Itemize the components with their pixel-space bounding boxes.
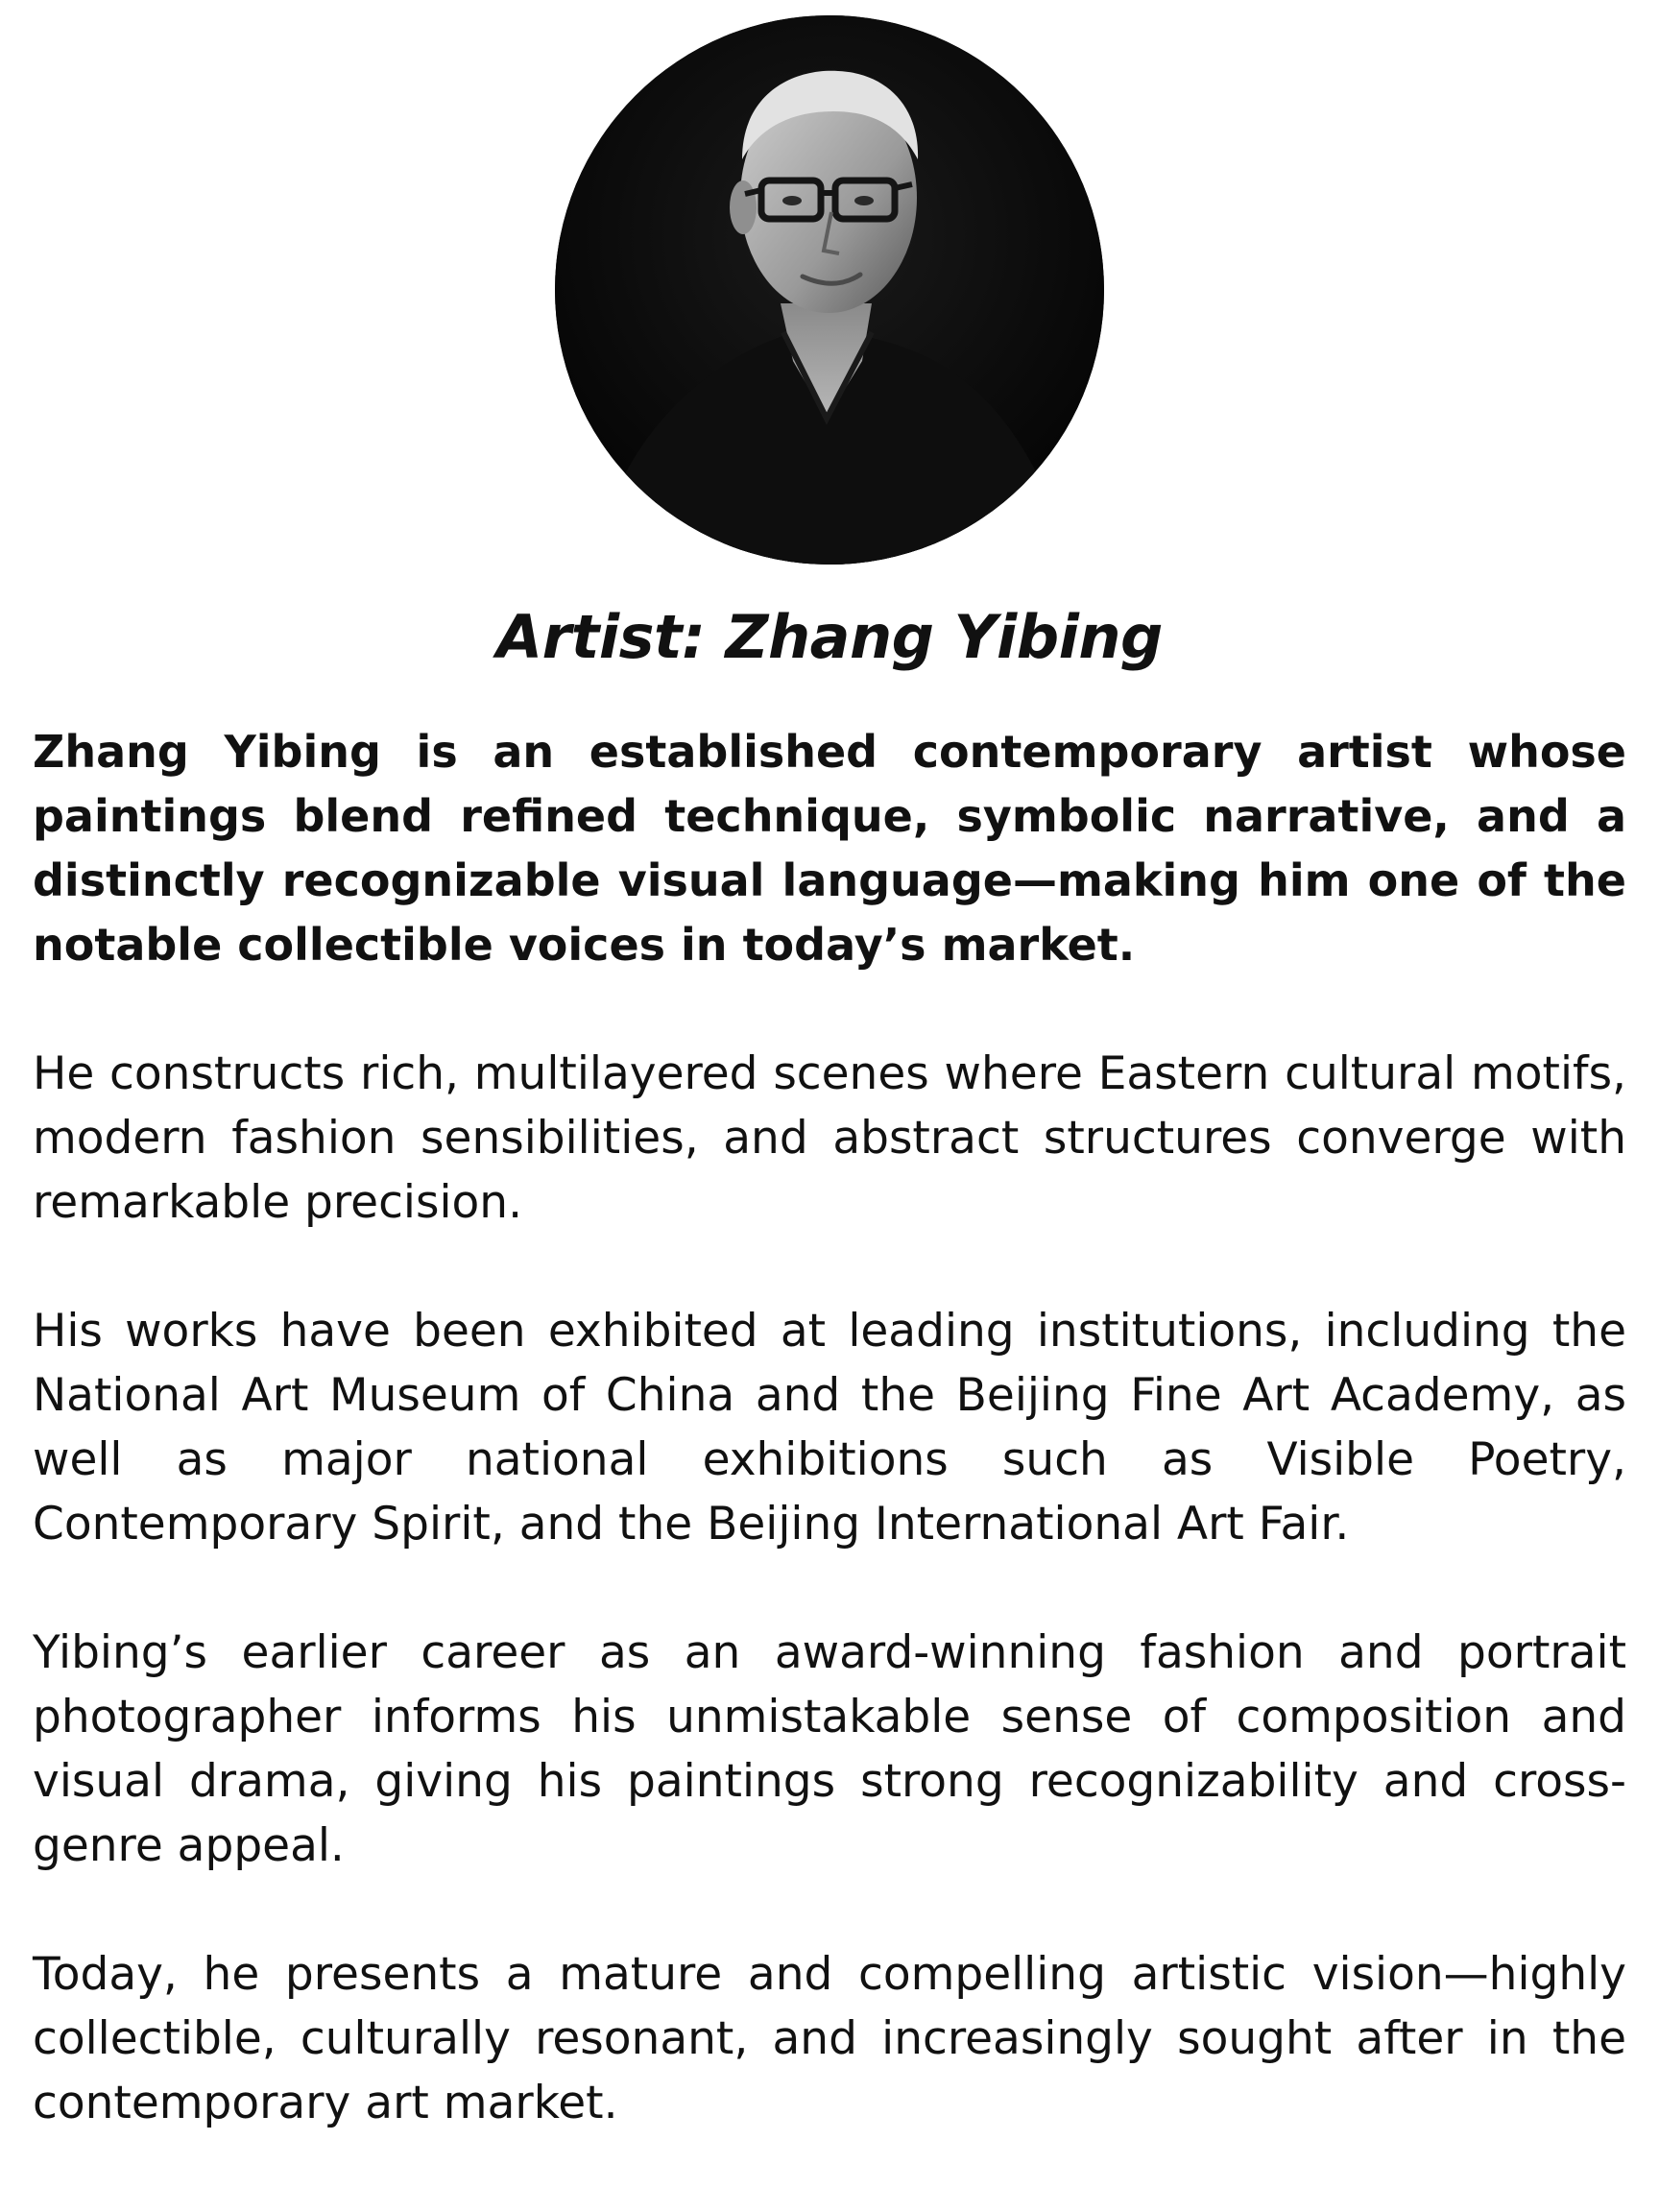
bio-paragraph-style: He constructs rich, multilayered scenes where Eastern cultural motifs, modern fashion sensibilities, and abstract structures converge with remarkable precision. [33,1047,1626,1229]
portrait-photo-icon [555,15,1104,565]
bio-intro-paragraph: Zhang Yibing is an established contemporary artist whose paintings blend refined technique, symbolic narrative, and a distinctly recognizable visual language—making him one of the notable collectible voices in today’s market. [33,726,1626,971]
bio-paragraph-career: Yibing’s earlier career as an award-winning fashion and portrait photographer informs his unmistakable sense of composition and visual drama, giving his paintings strong recognizability and cross-genre appeal. [33,1626,1626,1872]
page-title: Artist: Zhang Yibing [496,602,1163,672]
bio-paragraph-exhibitions: His works have been exhibited at leading institutions, including the National Art Museum of China and the Beijing Fine Art Academy, as well as major national exhibitions such as Visible Poetry, Contemporary Spirit, and the Beijing International Art Fair. [33,1305,1626,1551]
bio-paragraph-vision: Today, he presents a mature and compelling artistic vision—highly collectible, culturally resonant, and increasingly sought after in the contemporary art market. [33,1948,1626,2129]
artist-bio [33,720,1626,2200]
artist-portrait [555,15,1104,565]
